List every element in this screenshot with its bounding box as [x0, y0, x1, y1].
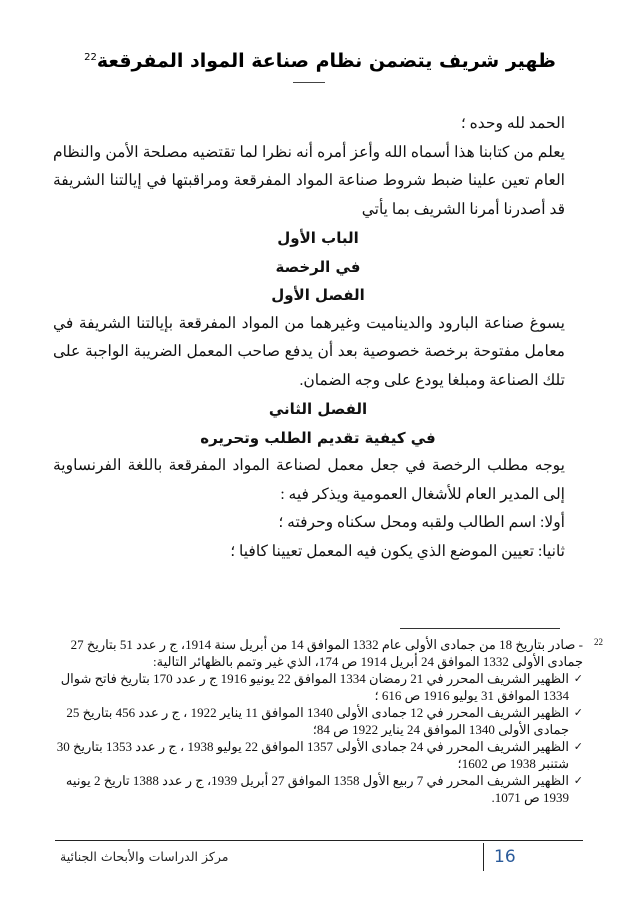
footnote-item [53, 670, 583, 704]
checkmark-icon: ✓ [573, 706, 583, 719]
checkmark-icon: ✓ [573, 672, 583, 685]
footnote-intro: - صادر بتاريخ 18 من جمادى الأولى عام 1332 الموافق 14 من أبريل سنة 1914، ج ر عدد 51 بتاريخ 27 جمادى الأولى 1332 الموافق 24 أبريل 1914 ص 174، الذي غير وتمم بالظهائر التالية: [70, 637, 583, 669]
footnote-item [53, 704, 583, 738]
footnote-item [53, 772, 583, 806]
footnote-number: 22 [594, 637, 603, 647]
title-text: ظهير شريف يتضمن نظام صناعة المواد المفرقعة [96, 50, 556, 72]
footnote [53, 636, 603, 806]
chapter-heading: الباب الأول [277, 229, 359, 247]
footnote-item-text: الظهير الشريف المحرر في 7 ربيع الأول 1358 الموافق 27 أبريل 1939، ج ر عدد 1388 تاريخ 2 يونيه 1939 ص 1071. [65, 773, 569, 805]
page-number: 16 [483, 843, 516, 871]
chapter-subtitle: في الرخصة [275, 257, 361, 276]
requirement-second: ثانيا: تعيين الموضع الذي يكون فيه المعمل تعيينا كافيا ؛ [230, 542, 565, 560]
preamble-paragraph: يعلم من كتابنا هذا أسماه الله وأعز أمره أنه نظرا لما تقتضيه مصلحة الأمن والنظام العام تعين علينا ضبط شروط صناعة المواد المفرقعة ومراقبتها في إيالتنا الشريفة قد أصدرنا أمرنا الشريف بما يأتي [53, 143, 565, 218]
footer-center-name: مركز الدراسات والأبحاث الجنائية [60, 849, 229, 864]
article-1-paragraph: يسوغ صناعة البارود والديناميت وغيرهما من المواد المفرقعة بإيالتنا الشريفة في معامل مفتوحة برخصة خصوصية بعد أن يدفع صاحب المعمل الضريبة الواجبة على تلك الصناعة ومبلغا يودع على وجه الضمان. [53, 314, 565, 389]
article-1-heading: الفصل الأول [271, 286, 365, 304]
article-2-heading: الفصل الثاني [268, 400, 368, 418]
article-2-subtitle: في كيفية تقديم الطلب وتحريره [200, 428, 436, 447]
footer-rule [55, 840, 583, 841]
checkmark-icon: ✓ [573, 774, 583, 787]
footnote-separator [400, 628, 560, 629]
footnote-list [53, 670, 583, 806]
footnote-item [53, 738, 583, 772]
footnote-item-text: الظهير الشريف المحرر في 24 جمادى الأولى 1357 الموافق 22 يوليو 1938 ، ج ر عدد 1353 بتاريخ 30 شتنبر 1938 ص 1602؛ [56, 739, 569, 771]
opening-line: الحمد لله وحده ؛ [460, 115, 565, 132]
article-2-paragraph: يوجه مطلب الرخصة في جعل معمل لصناعة المواد المفرقعة باللغة الفرنساوية إلى المدير العام للأشغال العمومية ويذكر فيه : [53, 457, 565, 503]
document-title [0, 50, 638, 72]
checkmark-icon: ✓ [573, 740, 583, 753]
title-underline [293, 82, 325, 83]
footnote-item-text: الظهير الشريف المحرر في 12 جمادى الأولى 1340 الموافق 11 يناير 1922 ، ج ر عدد 456 بتاريخ 25 جمادى الأولى 1340 الموافق 24 يناير 1922 ص 84؛ [66, 705, 569, 737]
requirement-first: أولا: اسم الطالب ولقبه ومحل سكناه وحرفته ؛ [278, 514, 565, 531]
title-footnote-mark[interactable]: 22 [84, 51, 97, 63]
document-body [53, 110, 583, 566]
footnote-item-text: الظهير الشريف المحرر في 21 رمضان 1334 الموافق 22 يونيو 1916 ج ر عدد 170 بتاريخ فاتح شوال 1334 الموافق 31 يوليو 1916 ص 616 ؛ [60, 671, 569, 703]
